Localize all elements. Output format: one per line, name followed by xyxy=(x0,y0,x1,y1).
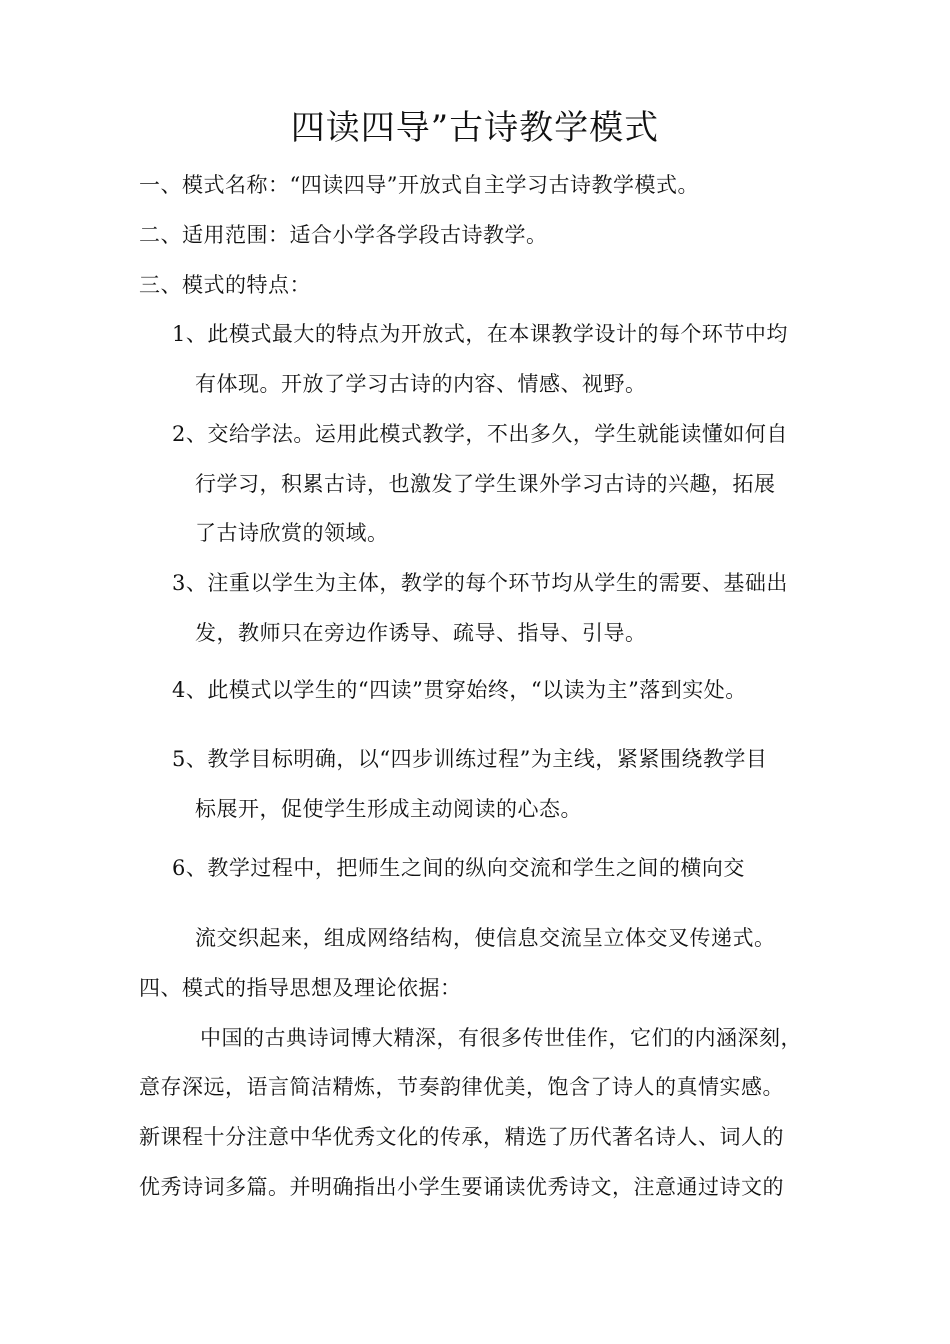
paragraph-line-2: 意存深远，语言简洁精炼，节奏韵律优美，饱含了诗人的真情实感。 xyxy=(139,1075,784,1099)
page-title: 四读四导”古诗教学模式 xyxy=(290,108,660,148)
feature-2-line-1: 2、交给学法。运用此模式教学，不出多久，学生就能读懂如何自 xyxy=(172,422,788,446)
paragraph-line-1: 中国的古典诗词博大精深，有很多传世佳作，它们的内涵深刻， xyxy=(200,1026,802,1050)
feature-3-line-2: 发，教师只在旁边作诱导、疏导、指导、引导。 xyxy=(195,621,647,645)
paragraph-line-4: 优秀诗词多篇。并明确指出小学生要诵读优秀诗文，注意通过诗文的 xyxy=(139,1175,784,1199)
section-theory-heading: 四、模式的指导思想及理论依据： xyxy=(139,976,462,1000)
feature-1-line-2: 有体现。开放了学习古诗的内容、情感、视野。 xyxy=(195,372,647,396)
feature-5-line-2: 标展开，促使学生形成主动阅读的心态。 xyxy=(195,797,582,821)
feature-6-line-1: 6、教学过程中，把师生之间的纵向交流和学生之间的横向交 xyxy=(172,856,745,880)
feature-2-line-3: 了古诗欣赏的领域。 xyxy=(195,521,389,545)
paragraph-line-3: 新课程十分注意中华优秀文化的传承，精选了历代著名诗人、词人的 xyxy=(139,1125,784,1149)
section-model-name: 一、模式名称：“四读四导”开放式自主学习古诗教学模式。 xyxy=(139,173,699,197)
feature-1-line-1: 1、此模式最大的特点为开放式，在本课教学设计的每个环节中均 xyxy=(172,322,788,346)
feature-5-line-1: 5、教学目标明确，以“四步训练过程”为主线，紧紧围绕教学目 xyxy=(172,747,768,771)
feature-2-line-2: 行学习，积累古诗，也激发了学生课外学习古诗的兴趣，拓展 xyxy=(195,472,776,496)
feature-6-line-2: 流交织起来，组成网络结构，使信息交流呈立体交叉传递式。 xyxy=(195,926,776,950)
section-scope: 二、适用范围：适合小学各学段古诗教学。 xyxy=(139,223,548,247)
feature-3-line-1: 3、注重以学生为主体，教学的每个环节均从学生的需要、基础出 xyxy=(172,571,788,595)
feature-4-line-1: 4、此模式以学生的“四读”贯穿始终，“以读为主”落到实处。 xyxy=(172,678,747,702)
section-features-heading: 三、模式的特点： xyxy=(139,273,311,297)
